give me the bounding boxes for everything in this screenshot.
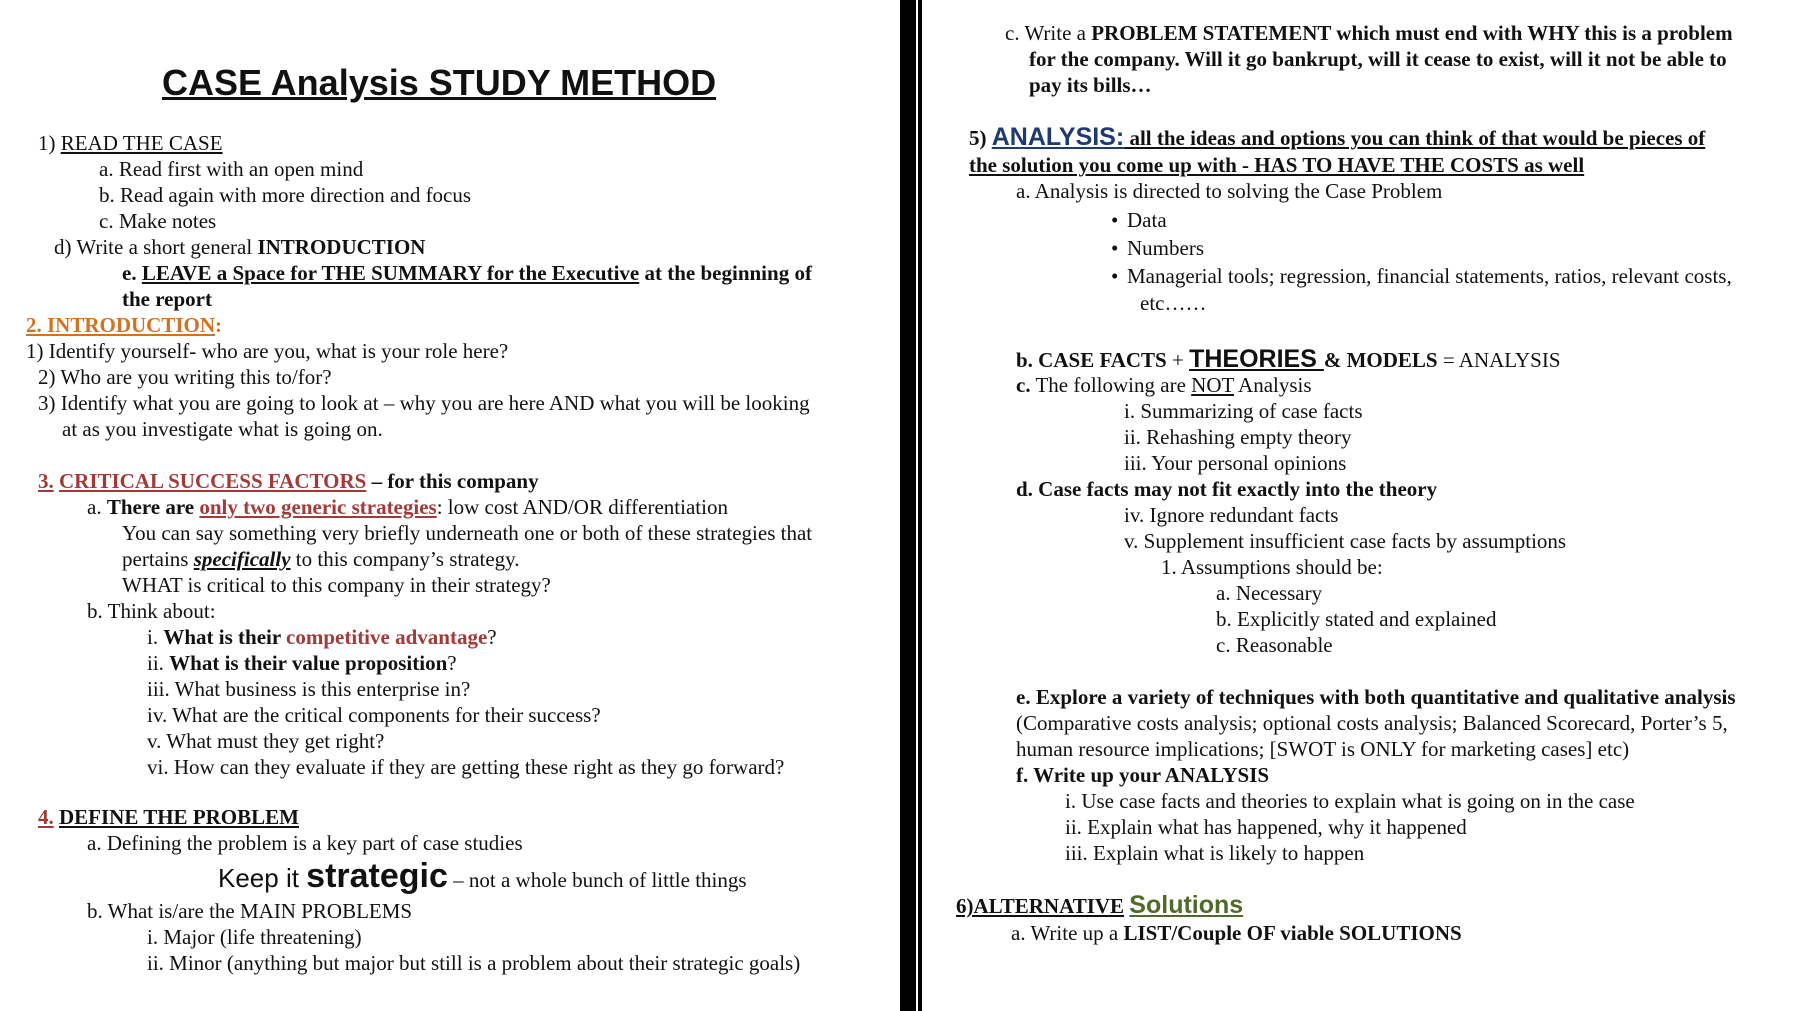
section-2-item-1: 1) Identify yourself- who are you, what is your role here?	[26, 339, 509, 363]
page-divider	[900, 0, 922, 1011]
bullet-managerial-tools: • Managerial tools; regression, financial statements, ratios, relevant costs,	[1111, 263, 1732, 289]
section-1-item-a: a. Read first with an open mind	[99, 157, 364, 181]
section-4-item-a: a. Defining the problem is a key part of case studies	[87, 831, 523, 855]
section-5-title: ANALYSIS:	[991, 123, 1125, 151]
q2-prefix: ii.	[147, 651, 170, 675]
section-5-item-d: d. Case facts may not fit exactly into the theory	[1016, 477, 1438, 501]
section-1-item-e-cont: the report	[122, 287, 212, 311]
assumptions-heading: 1. Assumptions should be:	[1161, 555, 1383, 579]
keep-suffix: – not a whole bunch of little things	[447, 868, 747, 892]
section-3-number: 3.	[38, 469, 54, 493]
item-d-text: d) Write a short general	[54, 235, 258, 259]
section-3-question-4: iv. What are the critical components for their success?	[147, 703, 601, 727]
section-5-line-2: the solution you come up with - HAS TO HAVE THE COSTS as well	[969, 153, 1585, 177]
section-3-paragraph-1: You can say something very briefly underneath one or both of these strategies that	[122, 521, 813, 545]
section-3-question-2	[147, 650, 457, 676]
section-3-item-b: b. Think about:	[87, 599, 216, 623]
item-e-prefix: e.	[122, 261, 142, 285]
section-6-item-a	[1011, 920, 1462, 946]
item-a-red: only two generic strategies	[199, 495, 437, 519]
section-3-question-6: vi. How can they evaluate if they are getting these right as they go forward?	[147, 755, 785, 779]
section-5-item-f: f. Write up your ANALYSIS	[1016, 763, 1270, 787]
q2-suffix: ?	[447, 651, 457, 675]
section-2-title: 2. INTRODUCTION	[26, 313, 216, 337]
section-1-number: 1)	[38, 131, 56, 155]
item-e-underlined: LEAVE a Space for THE SUMMARY for the Executive	[141, 261, 640, 285]
bullet-data: • Data	[1111, 207, 1167, 233]
item-f-i: i. Use case facts and theories to explain what is going on in the case	[1065, 789, 1635, 813]
bullet-continuation: etc……	[1140, 291, 1207, 315]
section-5-line-1: all the ideas and options you can think of that would be pieces of	[1124, 126, 1706, 150]
page-title: CASE Analysis STUDY METHOD	[162, 62, 717, 103]
section-3-question-3: iii. What business is this enterprise in?	[147, 677, 471, 701]
problem-statement-line-3: pay its bills…	[1029, 73, 1152, 97]
section-3-question-5: v. What must they get right?	[147, 729, 385, 753]
section-3-heading	[38, 468, 539, 494]
item-d-v: v. Supplement insufficient case facts by assumptions	[1124, 529, 1567, 553]
bullet-numbers: • Numbers	[1111, 235, 1204, 261]
item-a-bold: There are	[106, 495, 200, 519]
not-analysis-3: iii. Your personal opinions	[1124, 451, 1347, 475]
section-4-major: i. Major (life threatening)	[147, 925, 362, 949]
section-4-number: 4.	[38, 805, 54, 829]
section-1-item-b: b. Read again with more direction and focus	[99, 183, 472, 207]
section-2-heading	[26, 312, 222, 338]
q1-prefix: i.	[147, 625, 164, 649]
plus-sign: +	[1166, 348, 1190, 372]
item-e-line-2: (Comparative costs analysis; optional costs analysis; Balanced Scorecard, Porter’s 5,	[1016, 711, 1728, 735]
problem-statement-line-2: for the company. Will it go bankrupt, will it cease to exist, will it not be able to	[1029, 47, 1727, 71]
section-2-item-2: 2) Who are you writing this to/for?	[38, 365, 332, 389]
section-4-heading	[38, 804, 299, 830]
item-a-suffix: : low cost AND/OR differentiation	[436, 495, 728, 519]
assumption-a: a. Necessary	[1216, 581, 1323, 605]
right-page	[922, 0, 1813, 1011]
q1-bold: What is their	[163, 625, 287, 649]
assumption-c: c. Reasonable	[1216, 633, 1333, 657]
not-analysis-1: i. Summarizing of case facts	[1124, 399, 1363, 423]
section-1-title: READ THE CASE	[60, 131, 223, 155]
section-4-item-b: b. What is/are the MAIN PROBLEMS	[87, 899, 413, 923]
left-page	[0, 0, 900, 1011]
c-not: NOT	[1191, 373, 1234, 397]
section-4-title: DEFINE THE PROBLEM	[59, 805, 299, 829]
section-2-item-3: 3) Identify what you are going to look at – why you are here AND what you will be looking	[38, 391, 810, 415]
section-5-item-a: a. Analysis is directed to solving the Case Problem	[1016, 179, 1443, 203]
q1-red: competitive advantage	[286, 625, 488, 649]
section-5-item-b	[1016, 346, 1561, 373]
equals-analysis: = ANALYSIS	[1437, 348, 1561, 372]
theories: THEORIES	[1189, 345, 1324, 373]
section-3-paragraph-2	[122, 546, 520, 572]
item-f-iii: iii. Explain what is likely to happen	[1065, 841, 1365, 865]
section-5-item-c	[1016, 372, 1312, 398]
p2-prefix: pertains	[122, 547, 194, 571]
section-5-item-e: e. Explore a variety of techniques with both quantitative and qualitative analysis	[1016, 685, 1736, 709]
section-6-solutions: Solutions	[1129, 891, 1244, 919]
item-f-ii: ii. Explain what has happened, why it happened	[1065, 815, 1467, 839]
section-1-item-e	[122, 260, 812, 286]
keep-prefix: Keep it	[218, 863, 307, 893]
section-3-tail: – for this company	[366, 469, 539, 493]
c-bold: PROBLEM STATEMENT which must end with WHY this is a problem	[1091, 21, 1733, 45]
case-facts: b. CASE FACTS	[1016, 348, 1167, 372]
p2-emphasis: specifically	[193, 547, 291, 571]
item-a-bold: LIST/Couple OF viable SOLUTIONS	[1123, 921, 1462, 945]
section-1-heading	[38, 130, 223, 156]
keep-it-strategic	[218, 858, 747, 899]
c-text: The following are	[1030, 373, 1192, 397]
c-suffix: Analysis	[1233, 373, 1312, 397]
section-3-question-1	[147, 624, 497, 650]
section-3-paragraph-3: WHAT is critical to this company in their strategy?	[122, 573, 551, 597]
assumption-b: b. Explicitly stated and explained	[1216, 607, 1497, 631]
section-4-minor: ii. Minor (anything but major but still is a problem about their strategic goals)	[147, 951, 801, 975]
item-d-bold: INTRODUCTION	[257, 235, 426, 259]
item-e-line-3: human resource implications; [SWOT is ONLY for marketing cases] etc)	[1016, 737, 1630, 761]
section-2-colon: :	[215, 313, 223, 337]
item-a-prefix: a. Write up a	[1011, 921, 1124, 945]
keep-strategic: strategic	[306, 857, 448, 895]
q2-bold: What is their value proposition	[169, 651, 448, 675]
section-5-number: 5)	[969, 126, 992, 150]
section-6-title: 6)ALTERNATIVE	[956, 894, 1125, 918]
models: & MODELS	[1323, 348, 1438, 372]
section-6-heading	[956, 892, 1243, 919]
not-analysis-2: ii. Rehashing empty theory	[1124, 425, 1352, 449]
section-3-title: CRITICAL SUCCESS FACTORS	[59, 469, 367, 493]
p2-suffix: to this company’s strategy.	[290, 547, 520, 571]
item-d-iv: iv. Ignore redundant facts	[1124, 503, 1339, 527]
section-1-item-c: c. Make notes	[99, 209, 217, 233]
problem-statement-line-1	[1005, 20, 1733, 46]
item-a-prefix: a.	[87, 495, 107, 519]
section-3-item-a	[87, 494, 728, 520]
q1-suffix: ?	[487, 625, 497, 649]
item-e-suffix: at the beginning of	[639, 261, 812, 285]
c-prefix: c. Write a	[1005, 21, 1092, 45]
section-1-item-d	[54, 234, 425, 260]
section-5-heading	[969, 124, 1705, 151]
section-2-item-3-cont: at as you investigate what is going on.	[62, 417, 383, 441]
c-letter: c.	[1016, 373, 1031, 397]
